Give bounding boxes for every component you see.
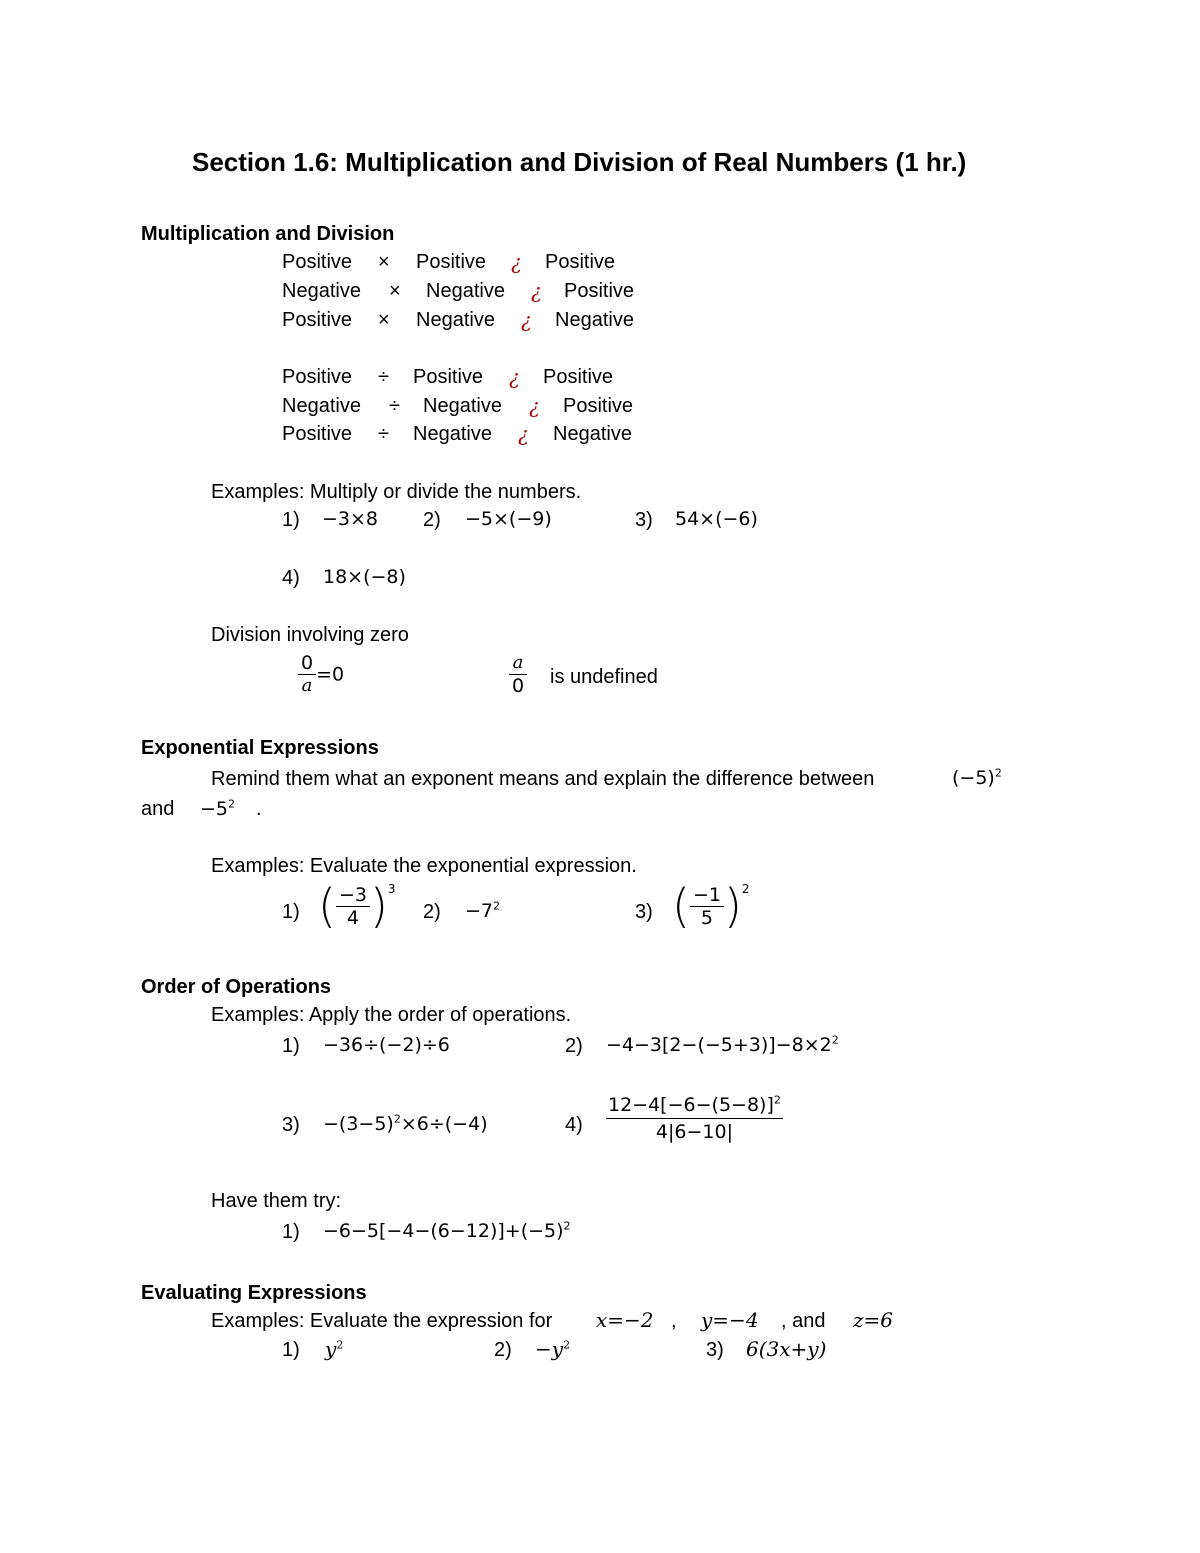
exponent: 2 <box>493 899 501 913</box>
section-heading-exponents: Exponential Expressions <box>141 737 379 759</box>
exponent: 2 <box>393 1112 401 1126</box>
rule-operator: × <box>378 251 390 273</box>
rule-operand-b: Positive <box>416 251 487 273</box>
fraction-numerator: a <box>509 652 527 675</box>
rule-operand-b: Negative <box>413 423 492 445</box>
evaluate-label: Examples: Evaluate the expression for <box>211 1310 553 1332</box>
rule-result: Negative <box>553 423 632 445</box>
example-expression <box>535 1337 570 1361</box>
fraction-numerator <box>606 1094 783 1119</box>
fraction <box>509 652 527 697</box>
page-title: Section 1.6: Multiplication and Division of Real Numbers (1 hr.) <box>192 147 967 177</box>
exponent: 2 <box>741 882 750 896</box>
example-number: 3) <box>706 1339 724 1361</box>
numerator-text: 12−4[−6−(5−8)] <box>608 1094 774 1116</box>
z-value: z=6 <box>853 1308 894 1332</box>
example-expression: 18×(−8) <box>323 566 406 588</box>
example-expression: −5×(−9) <box>465 508 552 530</box>
example-fraction-power: ( $\frac{-3}{4}$ )$^3$ <box>318 879 396 933</box>
rule-result: Positive <box>545 251 616 273</box>
exponent: 2 <box>336 1338 344 1352</box>
rule-operator: ÷ <box>378 366 389 388</box>
and-word: and <box>141 798 175 820</box>
expression-text: −(3−5) <box>323 1113 394 1135</box>
rule-operand-b: Negative <box>416 309 495 331</box>
example-expression <box>325 1337 343 1361</box>
rule-operand-a: Negative <box>282 395 361 417</box>
fraction-numerator: −1 <box>690 884 724 907</box>
exponent: 3 <box>387 882 396 896</box>
fraction <box>690 884 724 929</box>
example-expression: 54×(−6) <box>675 508 758 530</box>
rule-equals-glyph: ¿ <box>529 394 540 418</box>
rule-operand-a: Positive <box>282 423 353 445</box>
fraction-numerator: −3 <box>336 884 370 907</box>
section-heading-evaluating: Evaluating Expressions <box>141 1282 367 1304</box>
rule-equals-glyph: ¿ <box>521 308 532 332</box>
expression-text: ×6÷(−4) <box>400 1113 488 1135</box>
rule-operand-a: Positive <box>282 251 353 273</box>
example-expression <box>323 1112 488 1136</box>
rule-operator: × <box>389 280 401 302</box>
example-number: 2) <box>565 1035 583 1057</box>
example-expression: −3×8 <box>322 508 379 530</box>
base: −5 <box>200 798 229 820</box>
fraction <box>298 652 316 697</box>
comma: , <box>671 1310 677 1332</box>
rule-result: Positive <box>564 280 635 302</box>
example-number: 3) <box>282 1114 300 1136</box>
rule-operand-a: Positive <box>282 309 353 331</box>
example-number: 1) <box>282 1339 300 1361</box>
rule-operator: × <box>378 309 390 331</box>
rule-result: Negative <box>555 309 634 331</box>
example-fraction-expression <box>606 1094 783 1143</box>
example-expression <box>323 1219 571 1243</box>
exponent: 2 <box>563 1338 571 1352</box>
example-number: 3) <box>635 901 653 923</box>
example-number: 1) <box>282 1221 300 1243</box>
fraction <box>336 884 370 929</box>
y-value: y=−4 <box>701 1308 759 1332</box>
fraction-numerator: 0 <box>298 652 316 675</box>
base: −y <box>535 1337 564 1361</box>
fraction-denominator: 4 <box>346 906 359 929</box>
rule-result: Positive <box>563 395 634 417</box>
rule-equals-glyph: ¿ <box>531 279 542 303</box>
fraction-denominator: 0 <box>512 675 525 697</box>
example-expression: 6(3x+y) <box>746 1337 827 1361</box>
rule-equals-glyph: ¿ <box>509 365 520 389</box>
section-heading-order: Order of Operations <box>141 976 332 998</box>
rule-operand-b: Negative <box>423 395 502 417</box>
example-number: 1) <box>282 901 300 923</box>
base: y <box>325 1337 337 1361</box>
fraction <box>606 1094 783 1143</box>
example-number: 2) <box>494 1339 512 1361</box>
expression-paren-neg5-squared <box>952 766 1002 790</box>
x-value: x=−2 <box>596 1308 654 1332</box>
a-over-zero <box>509 652 527 697</box>
division-zero-label: Division involving zero <box>211 624 409 646</box>
expression-text: −6−5[−4−(6−12)]+(−5) <box>323 1220 564 1242</box>
fraction-denominator: a <box>301 675 313 696</box>
rule-operand-a: Negative <box>282 280 361 302</box>
zero-over-a <box>298 652 344 697</box>
example-expression <box>606 1033 839 1057</box>
examples-label-exponents: Examples: Evaluate the exponential expression. <box>211 855 637 877</box>
example-expression <box>465 899 500 923</box>
period: . <box>256 798 262 820</box>
section-heading-mult-div: Multiplication and Division <box>141 223 395 245</box>
examples-label-order: Examples: Apply the order of operations. <box>211 1004 572 1026</box>
example-number: 2) <box>423 901 441 923</box>
exponent: 2 <box>563 1219 571 1233</box>
rule-operator: ÷ <box>389 395 400 417</box>
example-number: 1) <box>282 1035 300 1057</box>
undefined-text: is undefined <box>550 666 658 688</box>
example-number: 4) <box>282 567 300 589</box>
example-number: 2) <box>423 509 441 531</box>
rule-operand-b: Negative <box>426 280 505 302</box>
exponent: 2 <box>994 766 1002 780</box>
rule-operand-a: Positive <box>282 366 353 388</box>
rule-equals-glyph: ¿ <box>518 422 529 446</box>
example-number: 3) <box>635 509 653 531</box>
example-fraction-power: ( $\frac{-1}{5}$ )$^2$ <box>672 879 750 933</box>
example-number: 1) <box>282 509 300 531</box>
examples-label-mult: Examples: Multiply or divide the numbers. <box>211 481 582 503</box>
equals-zero: =0 <box>316 663 345 686</box>
expression-text: −4−3[2−(−5+3)]−8×2 <box>606 1034 832 1056</box>
rule-operator: ÷ <box>378 423 389 445</box>
fraction-denominator: 5 <box>700 906 713 929</box>
exponent: 2 <box>228 797 236 811</box>
base: (−5) <box>952 767 995 789</box>
rule-operand-b: Positive <box>413 366 484 388</box>
base: −7 <box>465 900 494 922</box>
rule-equals-glyph: ¿ <box>511 250 522 274</box>
and-text: , and <box>781 1310 826 1332</box>
example-number: 4) <box>565 1114 583 1136</box>
rule-result: Positive <box>543 366 614 388</box>
expression-neg5-squared <box>200 797 235 821</box>
exponent: 2 <box>831 1033 839 1047</box>
fraction-denominator: 4|6−10| <box>655 1121 733 1143</box>
example-expression: −36÷(−2)÷6 <box>323 1034 450 1056</box>
try-label: Have them try: <box>211 1190 342 1212</box>
remind-text: Remind them what an exponent means and explain the difference between <box>211 768 875 790</box>
exponent: 2 <box>773 1093 781 1107</box>
